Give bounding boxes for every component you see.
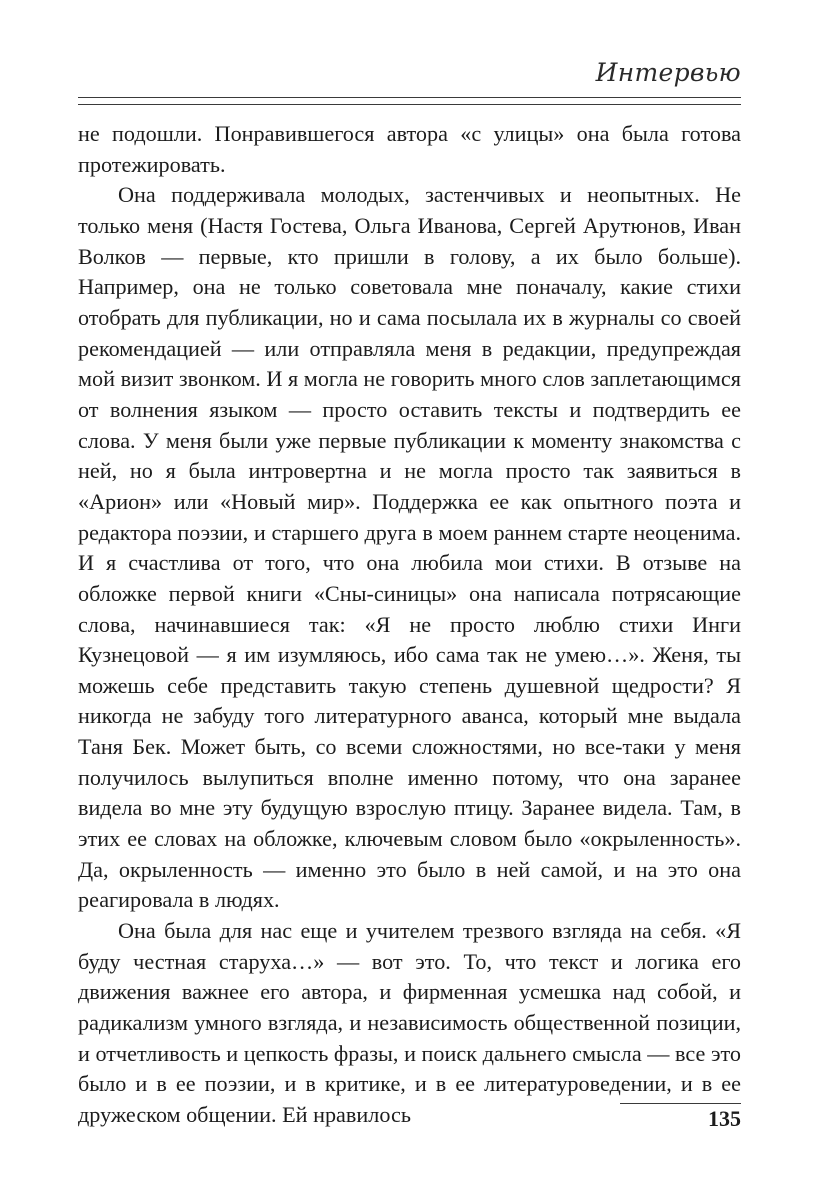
footer-rule	[620, 1103, 741, 1104]
page-number: 135	[708, 1106, 741, 1131]
header-rule-top	[78, 97, 741, 98]
paragraph-support: Она поддерживала молодых, застенчивых и неопытных. Не только меня (Настя Гостева, Ольга Иванова, Сергей Арутюнов, Иван Волков — первые, кто пришли в голову, а их было больше). Например, она не только советовала мне поначалу, какие стихи отобрать для публикации, но и сама посылала их в журналы со своей рекомендацией — или отправляла меня в редакции, предупреждая мой визит звонком. И я могла не говорить много слов заплетающимся от волнения языком — просто оставить тексты и подтвердить ее слова. У меня были уже первые публикации к моменту знакомства с ней, но я была интровертна и не могла просто так заявиться в «Арион» или «Новый мир». Поддержка ее как опытного поэта и редактора поэзии, и старшего друга в моем раннем старте неоценима. И я счастлива от того, что она любила мои стихи. В отзыве на обложке первой книги «Сны-синицы» она написала потрясающие слова, начинавшиеся так: «Я не просто люблю стихи Инги Кузнецовой — я им изумляюсь, ибо сама так не умею…». Женя, ты можешь себе представить такую степень душевной щедрости? Я никогда не забуду того литературного аванса, который мне выдала Таня Бек. Может быть, со всеми сложностями, но все-таки у меня получилось вылупиться вполне именно потому, что она заранее видела во мне эту будущую взрослую птицу. Заранее видела. Там, в этих ее словах на обложке, ключевым словом было «окрыленность». Да, окрыленность — именно это было в ней самой, и на это она реагировала в людях.	[78, 182, 741, 913]
paragraph-continued: не подошли. Понравившегося автора «с улицы» она была готова протежировать.	[78, 121, 741, 177]
paragraph-teacher: Она была для нас еще и учителем трезвого взгляда на себя. «Я буду честная старуха…» — вот это. То, что текст и логика его движения важнее его автора, и фирменная усмешка над собой, и радикализм умного взгляда, и независимость общественной позиции, и отчетливость и цепкость фразы, и поиск дальнего смысла — все это было и в ее поэзии, и в критике, и в ее литературоведении, и в ее дружеском общении. Ей нравилось	[78, 918, 741, 1127]
running-head-section-title: Интервью	[595, 58, 741, 87]
body-text	[78, 119, 741, 1131]
header-rule-bottom	[78, 104, 741, 105]
